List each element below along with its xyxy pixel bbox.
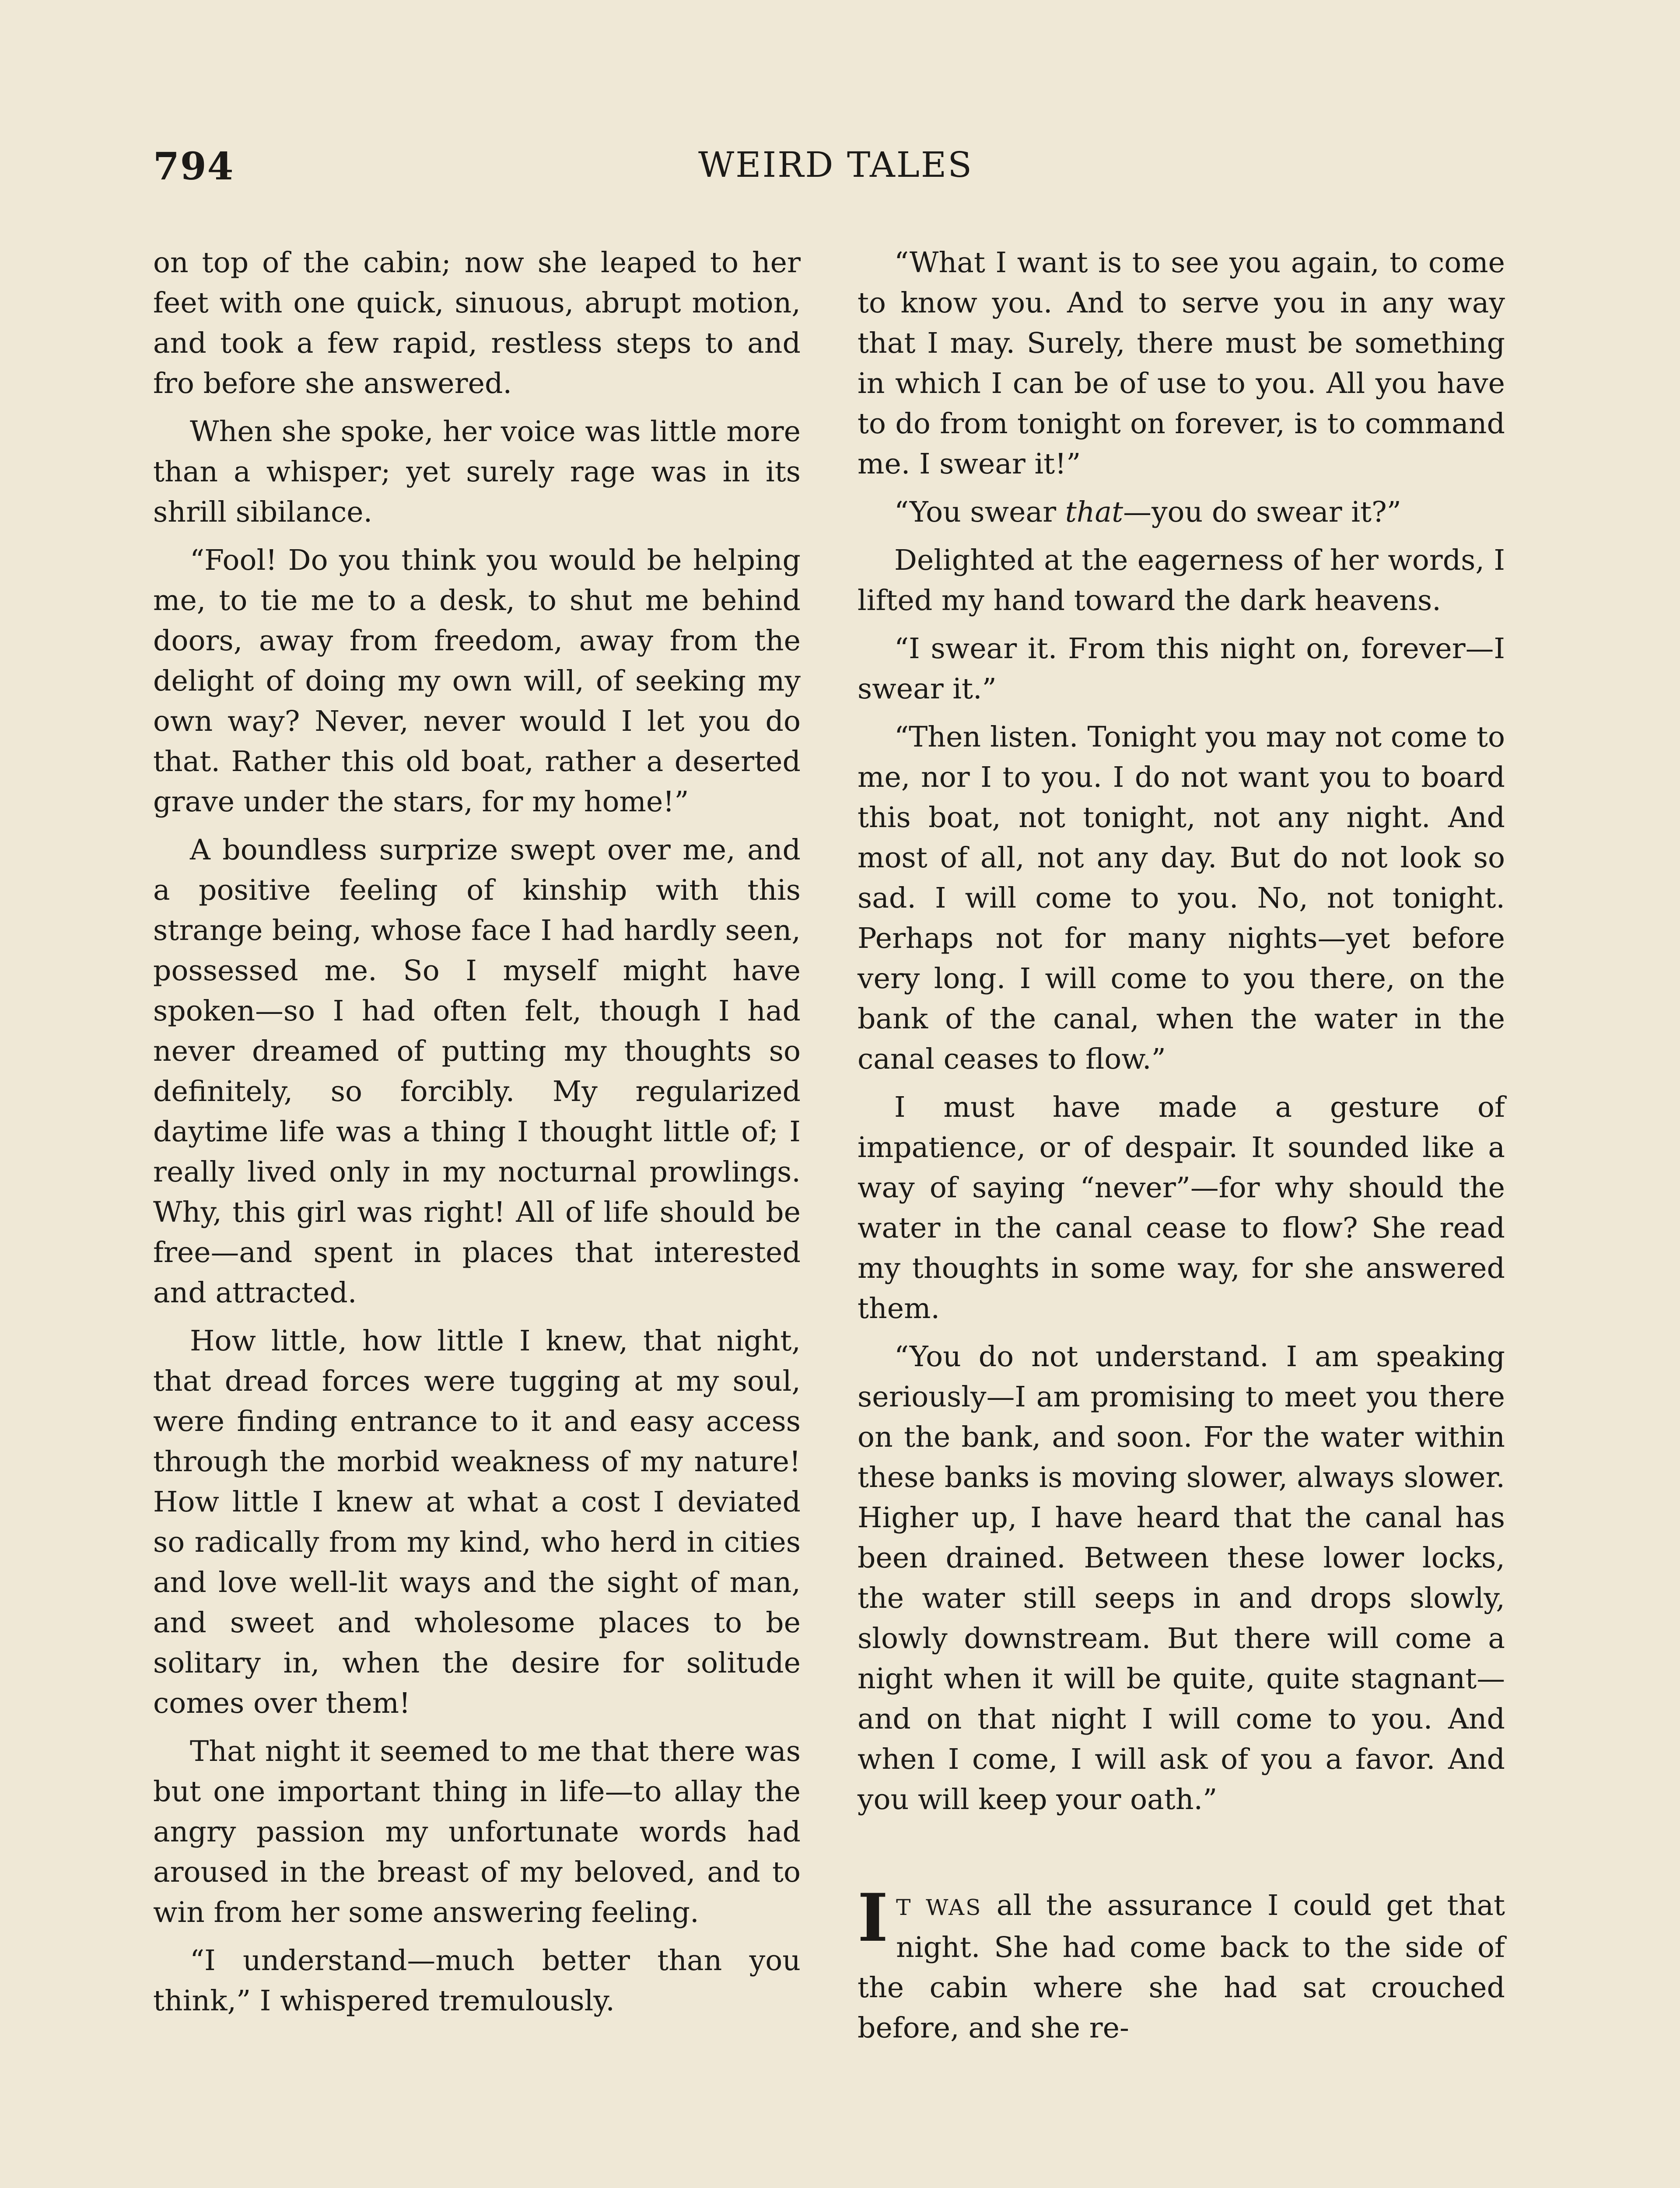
paragraph: When she spoke, her voice was little more than a whisper; yet surely rage was in its shrill sibilance. [153, 415, 801, 529]
page-header [153, 144, 1518, 197]
emphasis: that [1065, 496, 1124, 529]
paragraph: A boundless surprize swept over me, and a positive feeling of kinship with this strange being, whose face I had hardly seen, possessed me. So I myself might have spoken—so I had often felt, though I had never dreamed of putting my thoughts so definitely, so forcibly. My regularized daytime life was a thing I thought little of; I really lived only in my nocturnal prowlings. Why, this girl was right! All of life should be free—and spent in places that interested and attracted. [153, 834, 801, 1309]
paragraph: “What I want is to see you again, to come to know you. And to serve you in any way that I may. Surely, there must be something in which I can be of use to you. All you have to do from tonight on forever, is to command me. I swear it!” [858, 246, 1505, 480]
paragraph: That night it seemed to me that there was but one important thing in life—to allay the angry passion my unfortunate words had aroused in the breast of my beloved, and to win from her some answering feeling. [153, 1735, 801, 1929]
paragraph: “Then listen. Tonight you may not come to me, nor I to you. I do not want you to board this boat, not tonight, not any night. And most of all, not any day. But do not look so sad. I will come to you. No, not tonight. Perhaps not for many nights—yet before very long. I will come to you there, on the bank of the canal, when the water in the canal ceases to flow.” [858, 721, 1505, 1076]
page-number: 794 [153, 144, 234, 189]
running-head: WEIRD TALES [698, 144, 973, 185]
text-run: —you do swear it?” [1123, 496, 1401, 529]
paragraph: “Fool! Do you think you would be helping me, to tie me to a desk, to shut me behind doors, away from freedom, away from the delight of doing my own will, of seeking my own way? Never, never would I let you do that. Rather this old boat, rather a deserted grave under the stars, for my home!” [153, 544, 801, 818]
text-run: all the assurance I could get that night. She had come back to the side of the cabin where she had sat crouched before, and she re- [858, 1889, 1505, 2044]
paragraph: “I understand—much better than you think,” I whispered tremulously. [153, 1944, 801, 2017]
paragraph: I must have made a gesture of impatience, or of despair. It sounded like a way of saying “never”—for why should the water in the canal cease to flow? She read my thoughts in some way, for she answered them. [858, 1091, 1505, 1325]
left-column [153, 243, 801, 2029]
paragraph: on top of the cabin; now she leaped to her feet with one quick, sinuous, abrupt motion, and took a few rapid, restless steps to and fro before she answered. [153, 246, 801, 400]
paragraph: “You do not understand. I am speaking seriously—I am promising to meet you there on the bank, and soon. For the water within these banks is moving slower, always slower. Higher up, I have heard that the canal has been drained. Between these lower locks, the water still seeps in and drops slowly, slowly downstream. But there will come a night when it will be quite, quite stagnant—and on that night I will come to you. And when I come, I will ask of you a favor. And you will keep your oath.” [858, 1340, 1505, 1816]
section-opening-paragraph [858, 1879, 1505, 2048]
drop-cap: I [858, 1879, 889, 1957]
paragraph: “I swear it. From this night on, forever—I swear it.” [858, 632, 1505, 705]
small-caps-lead: T WAS [896, 1895, 982, 1920]
right-column [858, 243, 1505, 2056]
text-run: “You swear [894, 496, 1065, 529]
paragraph: Delighted at the eagerness of her words, I lifted my hand toward the dark heavens. [858, 544, 1505, 617]
paragraph [858, 492, 1505, 533]
paragraph: How little, how little I knew, that night, that dread forces were tugging at my soul, were finding entrance to it and easy access through the morbid weakness of my nature! How little I knew at what a cost I deviated so radically from my kind, who herd in cities and love well-lit ways and the sight of man, and sweet and wholesome places to be solitary in, when the desire for solitude comes over them! [153, 1325, 801, 1720]
